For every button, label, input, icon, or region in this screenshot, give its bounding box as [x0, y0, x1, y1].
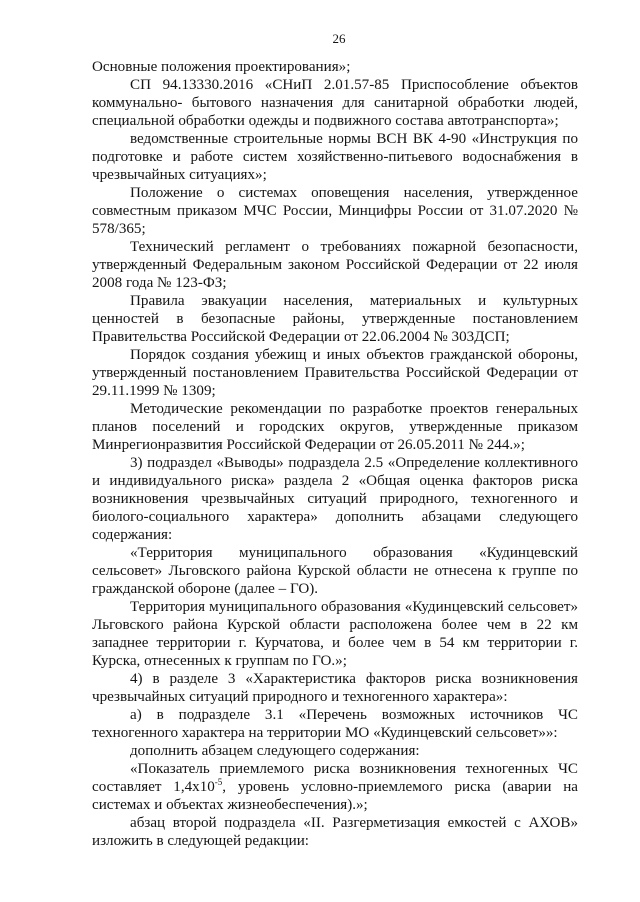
paragraph-4: Положение о системах оповещения населения, утвержденное совместным приказом МЧС России, Минцифры России от 31.07.2020 № 578/365; [92, 185, 578, 237]
paragraph-15 [92, 760, 578, 814]
paragraph-2: СП 94.13330.2016 «СНиП 2.01.57-85 Приспособление объектов коммунально- бытового назначения для санитарной обработки людей, специальной обработки одежды и подвижного состава автотранспорта»; [92, 77, 578, 129]
paragraph-8: Методические рекомендации по разработке проектов генеральных планов поселений и городских округов, утвержденные приказом Минрегионразвития Российской Федерации от 26.05.2011 № 244.»; [92, 401, 578, 453]
paragraph-7: Порядок создания убежищ и иных объектов гражданской обороны, утвержденный постановлением Правительства Российской Федерации от 29.11.1999 № 1309; [92, 347, 578, 399]
paragraph-10: «Территория муниципального образования «Кудинцевский сельсовет» Льговского района Курской области не отнесена к группе по гражданской обороне (далее – ГО). [92, 545, 578, 597]
paragraph-12: 4) в разделе 3 «Характеристика факторов риска возникновения чрезвычайных ситуаций природного и техногенного характера»: [92, 671, 578, 705]
paragraph-6: Правила эвакуации населения, материальных и культурных ценностей в безопасные районы, утвержденные постановлением Правительства Российской Федерации от 22.06.2004 № 303ДСП; [92, 293, 578, 345]
paragraph-16: абзац второй подраздела «II. Разгерметизация емкостей с АХОВ» изложить в следующей редакции: [92, 815, 578, 849]
paragraph-1: Основные положения проектирования»; [92, 59, 351, 75]
page-number: 26 [332, 31, 346, 46]
exponent: -5 [214, 777, 223, 787]
paragraph-14: дополнить абзацем следующего содержания: [130, 743, 420, 759]
paragraph-13: а) в подразделе 3.1 «Перечень возможных источников ЧС техногенного характера на территории МО «Кудинцевский сельсовет»»: [92, 707, 578, 741]
paragraph-15-before: «Показатель приемлемого риска возникновения техногенных ЧС составляет 1,4x10 [92, 761, 578, 795]
paragraph-3: ведомственные строительные нормы ВСН ВК 4-90 «Инструкция по подготовке и работе систем хозяйственно-питьевого водоснабжения в чрезвычайных ситуациях»; [92, 131, 578, 183]
paragraph-9: 3) подраздел «Выводы» подраздела 2.5 «Определение коллективного и индивидуального риска» раздела 2 «Общая оценка факторов риска возникновения чрезвычайных ситуаций природного, техногенного и биолого-социального характера» дополнить абзацами следующего содержания: [92, 455, 578, 543]
document-body [92, 58, 578, 850]
paragraph-5: Технический регламент о требованиях пожарной безопасности, утвержденный Федеральным законом Российской Федерации от 22 июля 2008 года № 123-ФЗ; [92, 239, 578, 291]
paragraph-15-after: , уровень условно-приемлемого риска (аварии на системах и объектах жизнеобеспечения).»; [92, 779, 579, 813]
paragraph-11: Территория муниципального образования «Кудинцевский сельсовет» Льговского района Курской области расположена более чем в 22 км западнее территории г. Курчатова, и более чем в 54 км территории г. Курска, отнесенных к группам по ГО.»; [92, 599, 578, 669]
